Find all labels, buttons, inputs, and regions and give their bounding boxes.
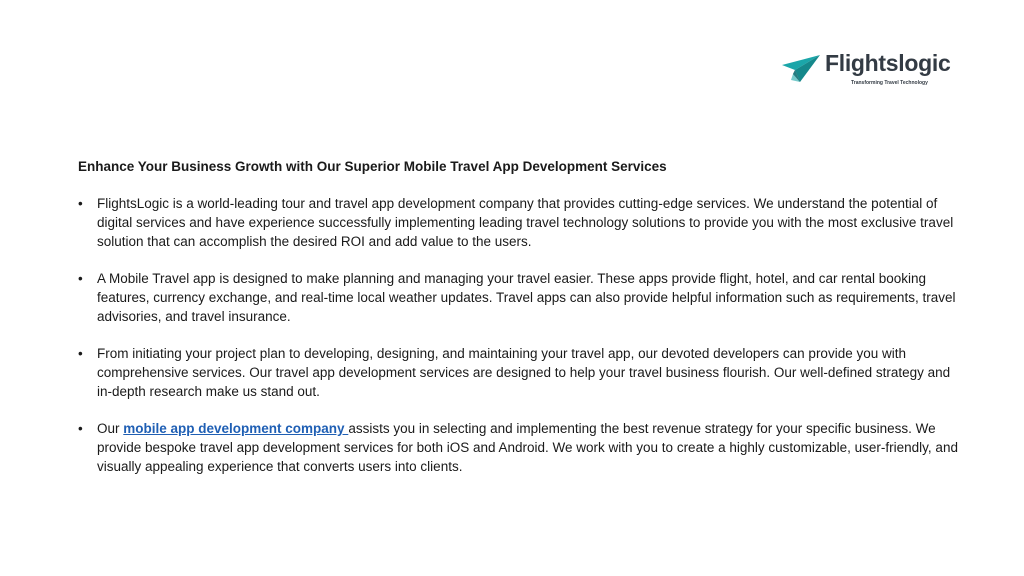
- logo-tagline: Transforming Travel Technology: [851, 80, 928, 86]
- main-content: [78, 157, 958, 494]
- paragraph-text: A Mobile Travel app is designed to make planning and managing your travel easier. These apps provide flight, hotel, and car rental booking features, currency exchange, and real-time local weather updates. Travel apps can also provide helpful information such as requirements, travel advisories, and travel insurance.: [97, 271, 956, 324]
- paragraph-text: FlightsLogic is a world-leading tour and travel app development company that provides cutting-edge services. We understand the potential of digital services and have experience successfully implementing leading travel technology solutions to provide you with the most exclusive travel solution that can accomplish the desired ROI and add value to the users.: [97, 196, 954, 249]
- flightslogic-logo[interactable]: [782, 50, 951, 88]
- logo-name: Flightslogic: [825, 50, 951, 76]
- paragraph-prefix: Our: [97, 421, 124, 436]
- paragraph-text: From initiating your project plan to developing, designing, and maintaining your travel app, our devoted developers can provide you with comprehensive services. Our travel app development services are designed to help your travel business flourish. Our well-defined strategy and in-depth research make us stand out.: [97, 346, 951, 399]
- bullet-icon: •: [78, 271, 83, 286]
- page-title: Enhance Your Business Growth with Our Superior Mobile Travel App Development Services: [78, 159, 667, 174]
- paragraph-suffix: assists you in selecting and implementing the best revenue strategy for your specific business. We provide bespoke travel app development services for both iOS and Android. We work with you to create a highly customizable, user-friendly, and visually appealing experience that converts users into clients.: [97, 421, 958, 474]
- list-item: [78, 269, 958, 326]
- list-item: [78, 344, 958, 401]
- paper-plane-icon: [782, 54, 822, 84]
- mobile-app-development-company-link[interactable]: mobile app development company: [123, 421, 349, 436]
- list-item: [78, 194, 958, 251]
- bullet-list: [78, 194, 958, 476]
- list-item: [78, 419, 958, 476]
- bullet-icon: •: [78, 421, 83, 436]
- bullet-icon: •: [78, 346, 83, 361]
- bullet-icon: •: [78, 196, 83, 211]
